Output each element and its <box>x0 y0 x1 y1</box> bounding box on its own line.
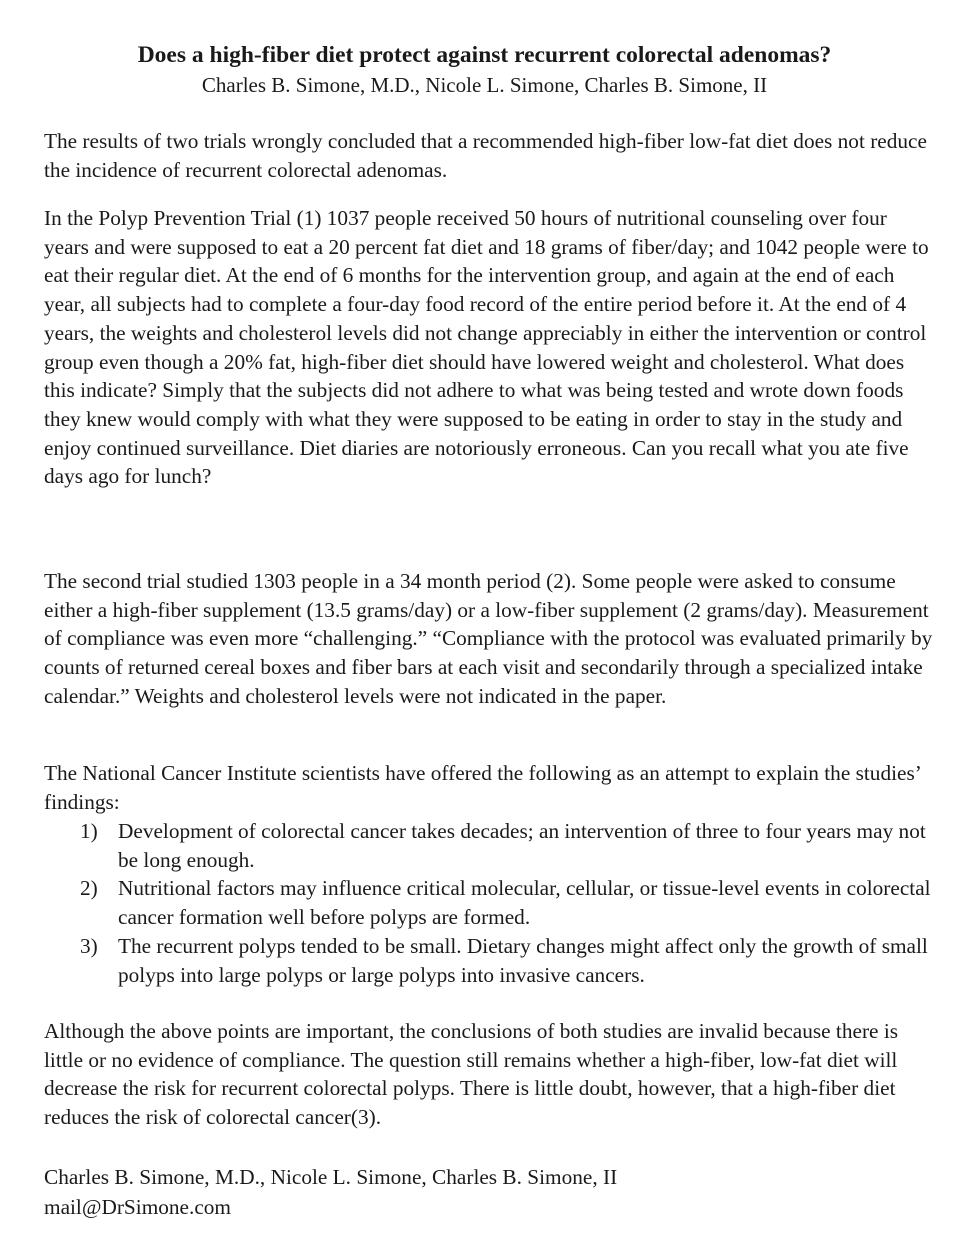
list-item <box>44 874 934 931</box>
contact-email: mail@DrSimone.com <box>44 1195 232 1219</box>
conclusion-paragraph: Although the above points are important, the conclusions of both studies are invalid because there is little or no evidence of compliance. The question still remains whether a high-fiber, low-fat diet will decrease the risk for recurrent colorectal polyps. There is little doubt, however, that a high-fiber diet reduces the risk of colorectal cancer(3). <box>44 1019 899 1130</box>
polyp-prevention-trial-paragraph: In the Polyp Prevention Trial (1) 1037 people received 50 hours of nutritional counseling over four years and were supposed to eat a 20 percent fat diet and 18 grams of fiber/day; and 1042 people were to eat their regular diet. At the end of 6 months for the intervention group, and again at the end of each year, all subjects had to complete a four-day food record of the entire period before it. At the end of 4 years, the weights and cholesterol levels did not change appreciably in either the intervention or control group even though a 20% fat, high-fiber diet should have lowered weight and cholesterol. What does this indicate? Simply that the subjects did not adhere to what was being tested and wrote down foods they knew would comply with what they were supposed to be eating in order to stay in the study and enjoy continued surveillance. Diet diaries are notoriously erroneous. Can you recall what you ate five days ago for lunch? <box>44 206 929 489</box>
list-item-number: 2) <box>80 876 98 901</box>
article-authors: Charles B. Simone, M.D., Nicole L. Simone, Charles B. Simone, II <box>201 73 768 97</box>
intro-paragraph: The results of two trials wrongly concluded that a recommended high-fiber low-fat diet does not reduce the incidence of recurrent colorectal adenomas. <box>44 129 927 182</box>
list-item-text: The recurrent polyps tended to be small. Dietary changes might affect only the growth of small polyps into large polyps or large polyps into invasive cancers. <box>118 933 928 987</box>
article-title: Does a high-fiber diet protect against recurrent colorectal adenomas? <box>137 42 832 68</box>
explanations-list <box>44 817 934 989</box>
list-item-text: Nutritional factors may influence critical molecular, cellular, or tissue-level events in colorectal cancer formation well before polyps are formed. <box>118 876 931 930</box>
list-item <box>44 817 934 874</box>
list-item-number: 1) <box>80 819 98 843</box>
signature-authors: Charles B. Simone, M.D., Nicole L. Simone, Charles B. Simone, II <box>44 1165 618 1189</box>
list-item-text: Development of colorectal cancer takes decades; an intervention of three to four years may not be long enough. <box>118 819 926 872</box>
nci-explanation-paragraph: The National Cancer Institute scientists have offered the following as an attempt to explain the studies’ findings: <box>44 761 921 814</box>
list-item <box>44 932 934 989</box>
list-item-number: 3) <box>80 933 98 958</box>
second-trial-paragraph: The second trial studied 1303 people in a 34 month period (2). Some people were asked to consume either a high-fiber supplement (13.5 grams/day) or a low-fiber supplement (2 grams/day). Measurement of compliance was even more “challenging.” “Compliance with the protocol was evaluated primarily by counts of returned cereal boxes and fiber bars at each visit and secondarily through a specialized intake calendar.” Weights and cholesterol levels were not indicated in the paper. <box>44 569 933 708</box>
